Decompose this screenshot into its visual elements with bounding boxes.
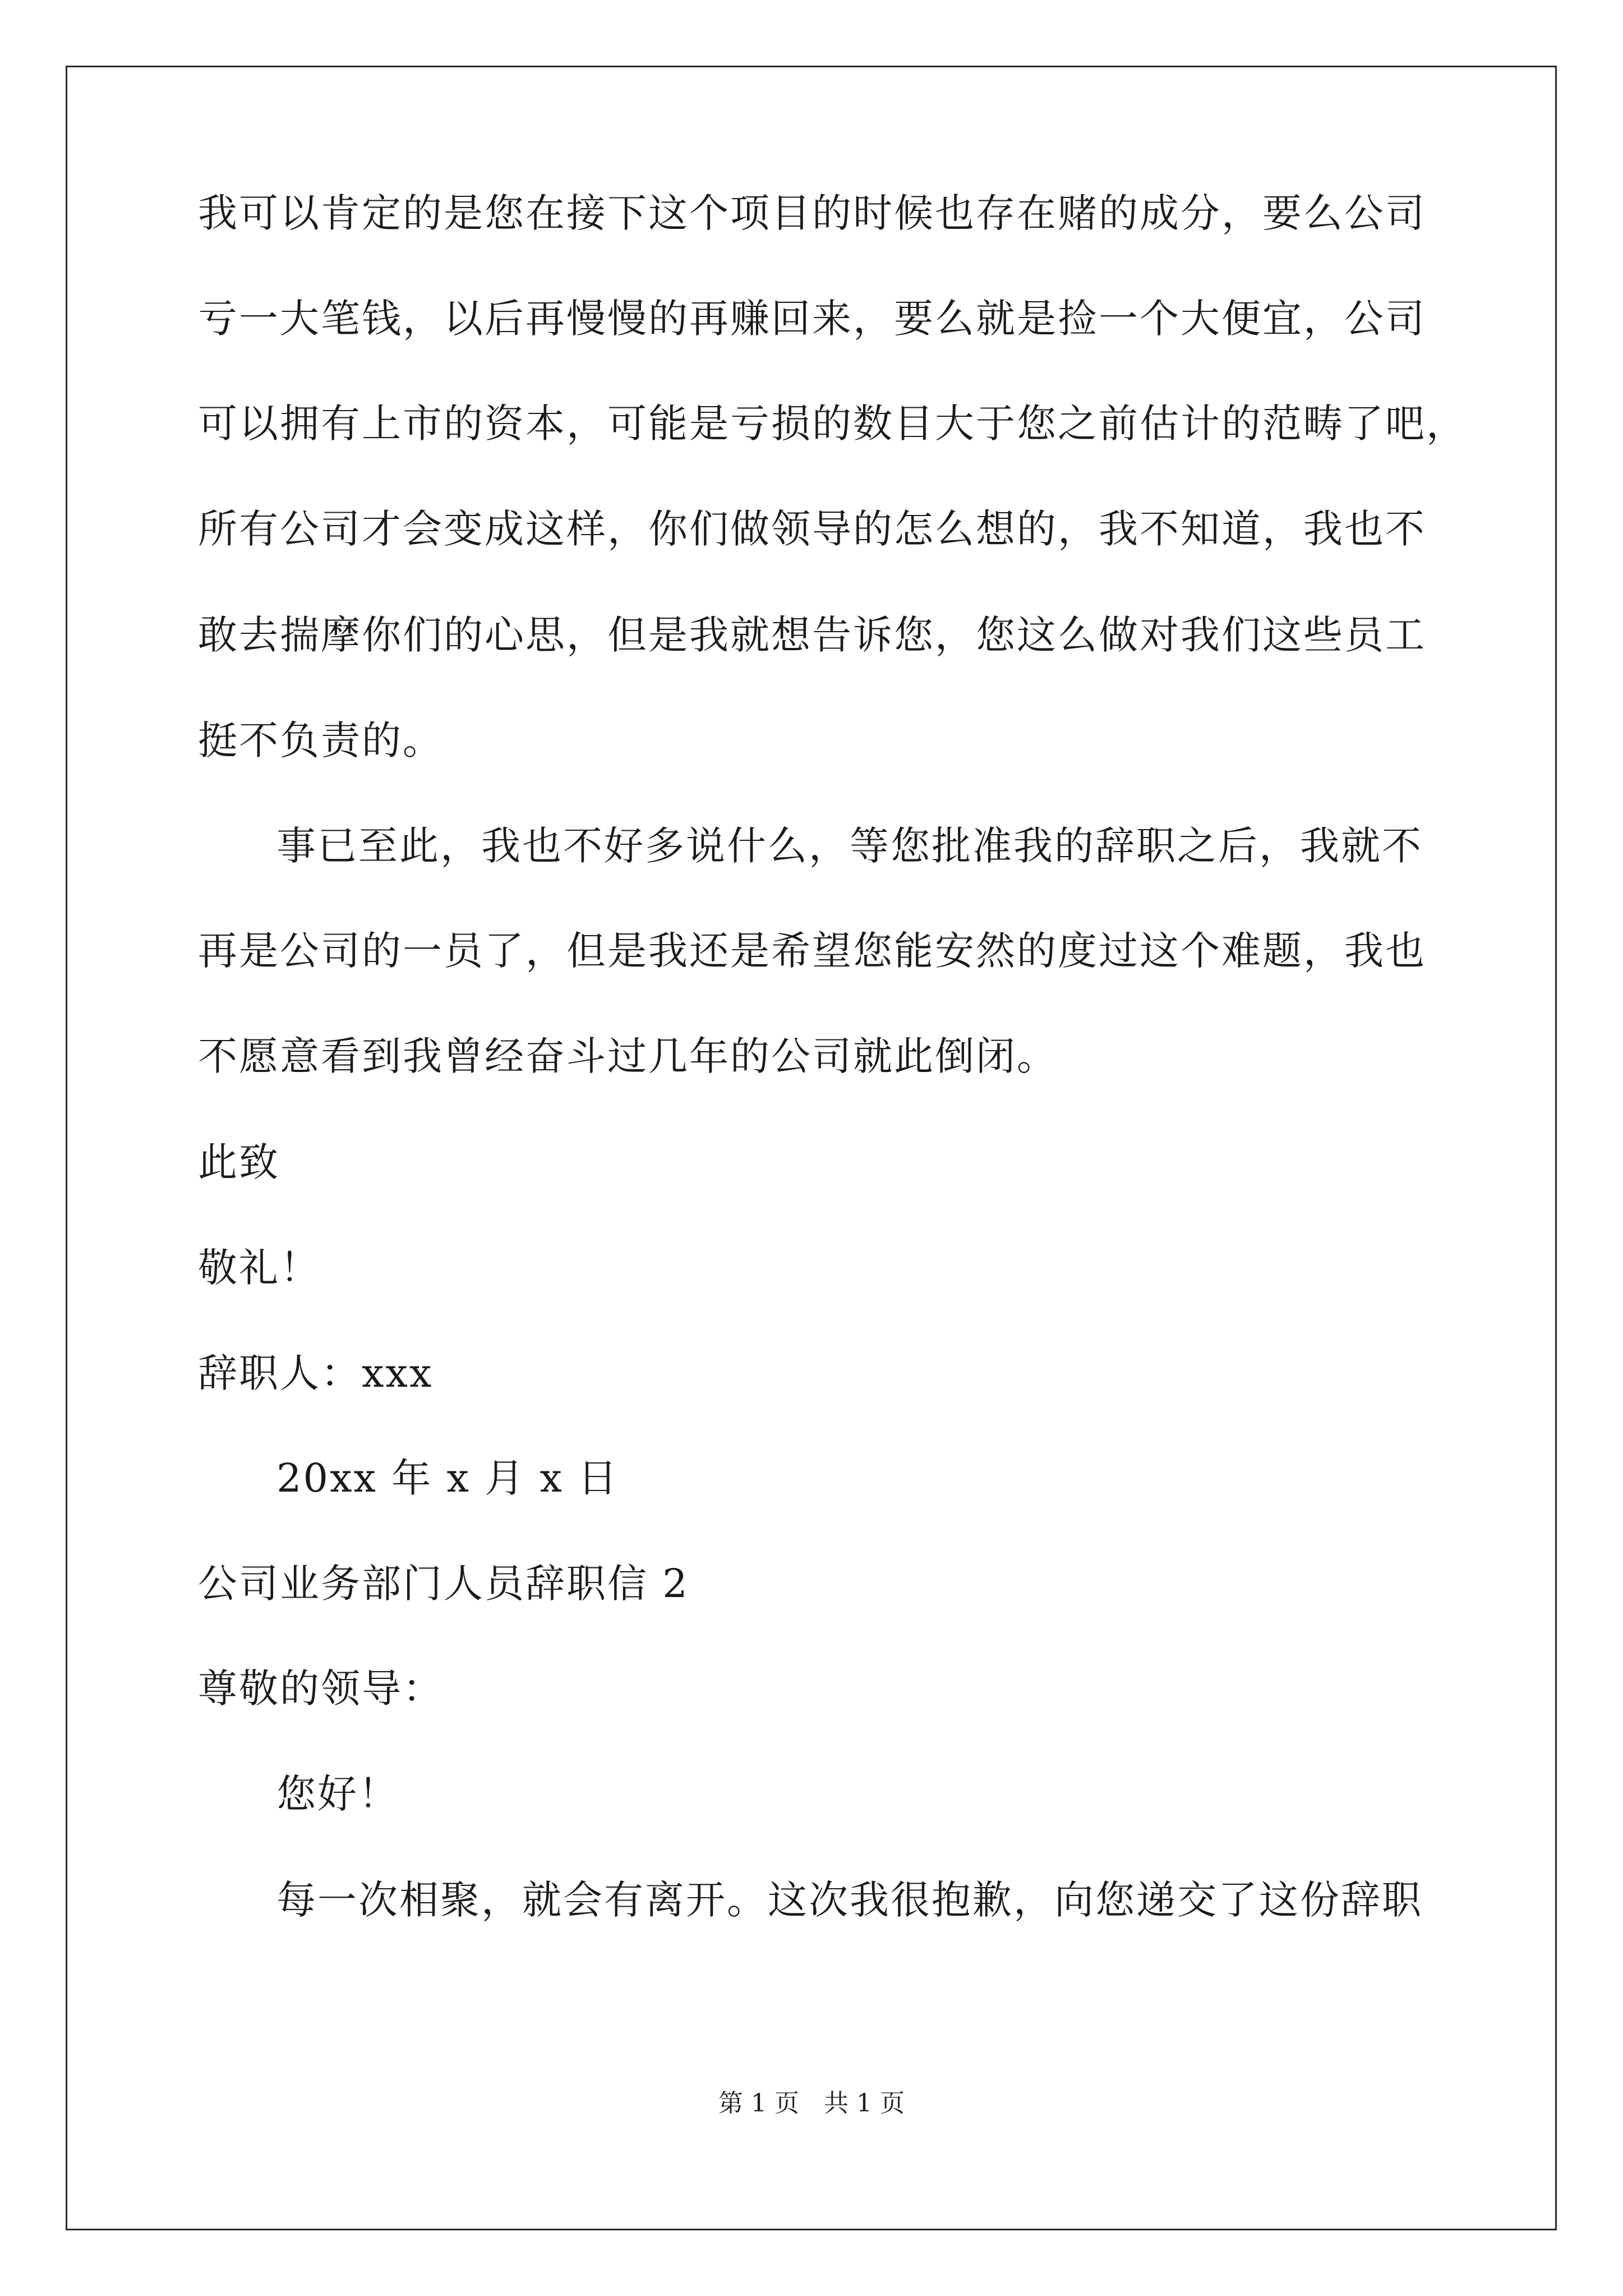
page-number-footer: 第 1 页 共 1 页 [718,2089,905,2118]
closing-line: 敬礼！ [198,1245,321,1291]
text-line: 每一次相聚，就会有离开。这次我很抱歉，向您递交了这份辞职 [276,1877,1423,1923]
salutation: 尊敬的领导： [198,1665,444,1711]
greeting: 您好！ [276,1771,399,1817]
letter-title: 公司业务部门人员辞职信 2 [198,1561,689,1607]
closing-line: 此致 [198,1139,280,1185]
text-line: 亏一大笔钱，以后再慢慢的再赚回来，要么就是捡一个大便宜，公司 [198,296,1426,342]
text-line: 所有公司才会变成这样，你们做领导的怎么想的，我不知道，我也不 [198,506,1426,552]
text-line: 事已至此，我也不好多说什么，等您批准我的辞职之后，我就不 [276,823,1423,869]
text-line: 不愿意看到我曾经奋斗过几年的公司就此倒闭。 [198,1033,1058,1079]
text-line: 敢去揣摩你们的心思，但是我就想告诉您，您这么做对我们这些员工 [198,612,1426,658]
date-line: 20xx 年 x 月 x 日 [276,1455,619,1501]
text-line: 挺不负责的。 [198,717,444,763]
text-line: 再是公司的一员了，但是我还是希望您能安然的度过这个难题，我也 [198,928,1426,974]
text-line: 可以拥有上市的资本，可能是亏损的数目大于您之前估计的范畴了吧， [198,401,1467,447]
text-line: 我可以肯定的是您在接下这个项目的时候也存在赌的成分，要么公司 [198,190,1426,236]
signer-line: 辞职人：xxx [198,1350,434,1396]
